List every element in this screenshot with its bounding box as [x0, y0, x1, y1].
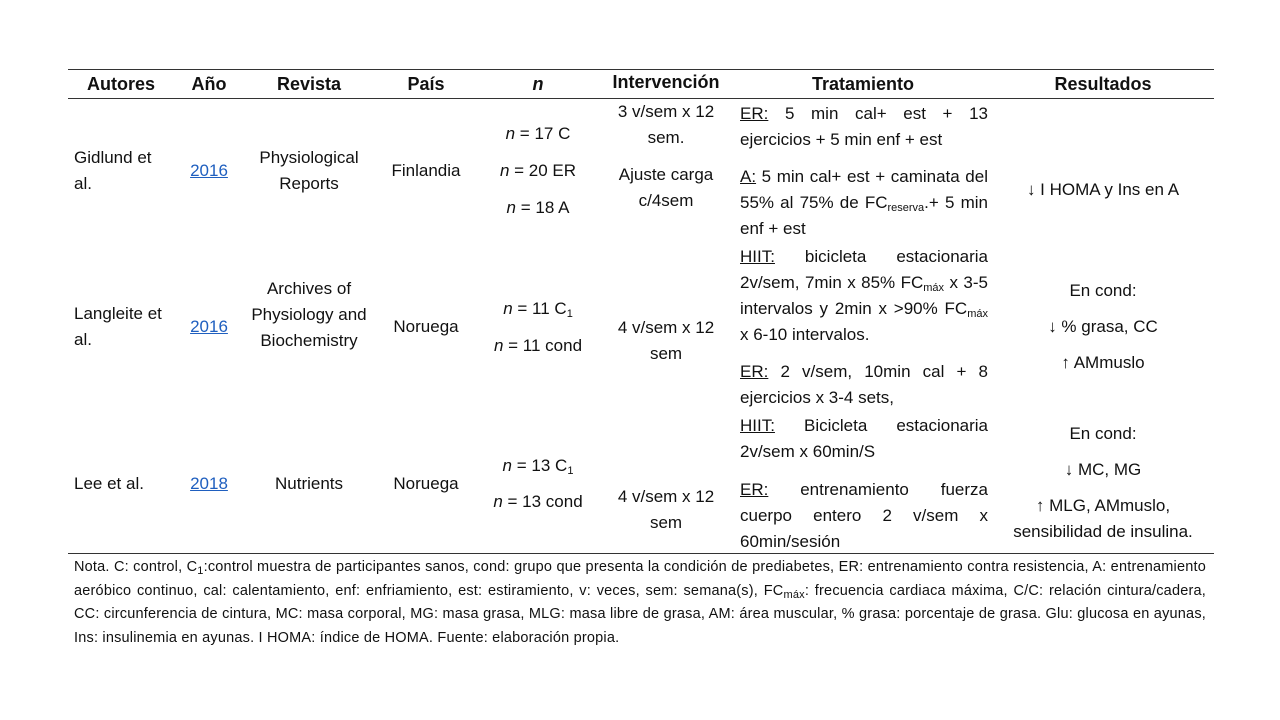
table-row-2-resultados-2: ↓ % grasa, CC: [1048, 317, 1158, 336]
table-top-rule: [68, 69, 1214, 70]
table-row-1-n-1: n = 17 C: [505, 124, 571, 143]
n-label: n: [506, 198, 517, 217]
table-row-1-tratamiento-a: A: 5 min cal+ est + caminata del 55% al 75% de $FC_{reserva}.+ 5$ min enf + est: [740, 167, 988, 238]
n-label: n: [493, 336, 504, 355]
table-bottom-rule: [68, 553, 1214, 554]
table-row-2-resultados-3: ↑ AMmuslo: [1061, 353, 1145, 372]
table-row-3-intervencion: 4 v/sem x 12 sem: [617, 487, 715, 532]
header-revista: Revista: [276, 74, 342, 94]
table-row-2-n-2: n = 11 cond: [493, 336, 583, 355]
table-row-3-resultados-2: ↓ MC, MG: [1064, 460, 1142, 479]
table-row-2-anio-link[interactable]: 2016: [190, 317, 228, 336]
table-row-2-tratamiento-er: ER: 2 v/sem, 10min cal + 8 ejercicios x 3-4 sets,: [740, 362, 988, 407]
n-label: n: [499, 161, 510, 180]
table-row-2-tratamiento-hiit: HIIT: bicicleta estacionaria 2v/sem, 7min x 85% $FC_{máx}$ x 3-5 intervalos y 2min x >90% $FC_{máx}$ x 6-10 intervalos.: [740, 247, 988, 344]
table-row-1-intervencion-2: Ajuste carga c/4sem: [618, 165, 714, 210]
table-row-1-revista: Physiological Reports: [259, 148, 359, 193]
table-row-3-resultados-3: ↑ MLG, AMmuslo, sensibilidad de insulina.: [1013, 496, 1193, 541]
table-row-2-pais: Noruega: [393, 317, 459, 336]
table-row-2-intervencion: 4 v/sem x 12 sem: [617, 318, 715, 363]
table-row-3-resultados-1: En cond:: [1069, 424, 1137, 443]
header-tratamiento: Tratamiento: [811, 74, 915, 94]
table-row-2-n-1: n = 11 $C_1$: [503, 299, 573, 320]
table-row-3-n-2: n = 13 cond: [493, 492, 583, 511]
table-row-2-autores: Langleite et al.: [74, 304, 162, 349]
table-note: Nota. C: control, $C_1:control$ muestra de participantes sanos, cond: grupo que presenta la condición de prediabetes, ER: entrenamiento contra resistencia, A: entrenamiento aeróbico continuo, cal: calentamiento, enf: enfriamiento, est: estiramiento, v: veces, sem: semana(s), $FC_{máx}$: frecuencia cardiaca máxima, C/C: relación cintura/cadera, CC: circunferencia de cintura, MC: masa corporal, MG: masa grasa, MLG: masa libre de grasa, AM: área muscular, % grasa: porcentaje de grasa. Glu: glucosa en ayunas, Ins: insulinemia en ayunas. I HOMA: índice de HOMA. Fuente: elaboración propia.: [74, 559, 1206, 646]
n-label: n: [503, 299, 513, 318]
table-row-3-pais: Noruega: [393, 474, 459, 493]
n-label: n: [505, 124, 516, 143]
table-row-1-anio-link[interactable]: 2016: [190, 161, 228, 180]
table-row-3-tratamiento-hiit: HIIT: Bicicleta estacionaria 2v/sem x 60min/S: [740, 416, 988, 461]
table-row-1-pais: Finlandia: [391, 161, 461, 180]
table-row-3-anio-link[interactable]: 2018: [190, 474, 228, 493]
header-intervencion: Intervención: [612, 72, 720, 92]
table-row-2-resultados-1: En cond:: [1069, 281, 1137, 300]
table-row-1-autores: Gidlund et al.: [74, 148, 152, 193]
table-row-3-revista: Nutrients: [274, 474, 344, 493]
table-row-1-resultados: ↓ I HOMA y Ins en A: [1026, 180, 1180, 199]
table-row-3-tratamiento-er: ER: entrenamiento fuerza cuerpo entero 2 v/sem x 60min/sesión: [740, 480, 988, 551]
header-resultados: Resultados: [1054, 74, 1152, 94]
header-pais: País: [407, 74, 445, 94]
n-label: n: [502, 456, 513, 475]
table-row-3-autores: Lee et al.: [74, 474, 144, 493]
header-autores: Autores: [86, 74, 155, 94]
table-row-1-n-2: n = 20 ER: [499, 161, 577, 180]
table-row-1-n-3: n = 18 A: [506, 198, 570, 217]
table-row-2-revista: Archives of Physiology and Biochemistry: [251, 279, 367, 350]
n-label: n: [493, 492, 503, 511]
header-anio: Año: [191, 74, 227, 94]
header-n: n: [532, 74, 544, 94]
table-row-1-tratamiento-er: ER: 5 min cal+ est + 13 ejercicios + 5 min enf + est: [740, 104, 988, 149]
table-row-3-n-1: n = 13 $C_1$: [502, 456, 574, 477]
table-row-1-intervencion-1: 3 v/sem x 12 sem.: [617, 102, 715, 147]
